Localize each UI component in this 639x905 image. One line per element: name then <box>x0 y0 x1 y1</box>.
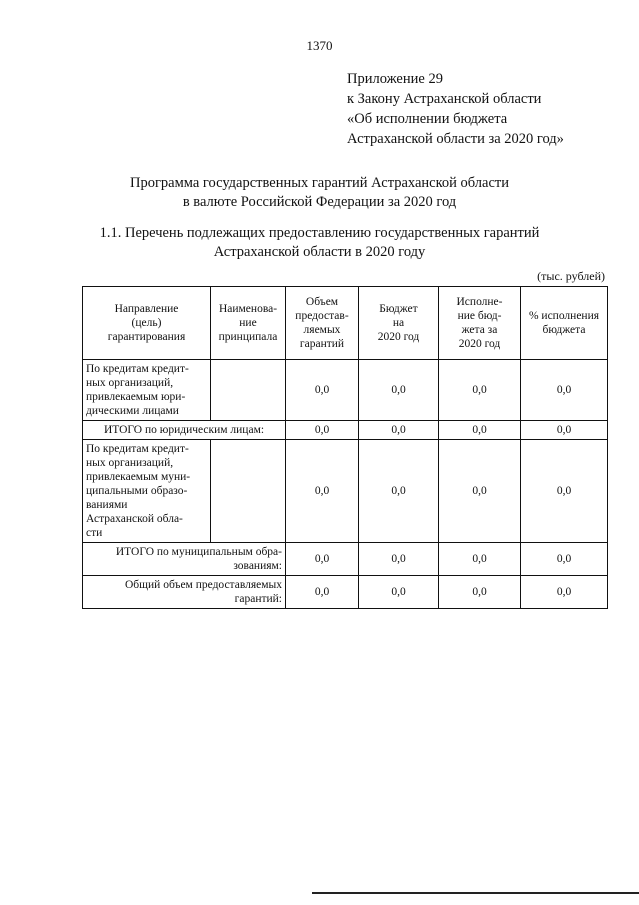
appendix-line: «Об исполнении бюджета <box>347 111 508 127</box>
cell-line: привлекаемым юри- <box>86 391 186 403</box>
header-volume <box>286 287 359 360</box>
budget-cell: 0,0 <box>359 421 439 440</box>
section-title-line: 1.1. Перечень подлежащих предоставлению государственных гарантий <box>99 225 540 241</box>
program-title-line: Программа государственных гарантий Астраханской области <box>129 175 510 191</box>
header-direction <box>83 287 211 360</box>
header-line: Объем <box>305 296 339 308</box>
cell-line: привлекаемым муни- <box>86 471 191 483</box>
cell-line: ИТОГО по муниципальным обра- <box>115 546 282 558</box>
header-line: гарантирования <box>107 331 186 343</box>
execution-cell: 0,0 <box>439 440 521 543</box>
header-line: на <box>392 317 405 329</box>
appendix-line: к Закону Астраханской области <box>347 91 542 107</box>
execution-cell: 0,0 <box>439 576 521 609</box>
cell-line: ципальными образо- <box>86 485 188 497</box>
direction-cell <box>83 360 211 421</box>
header-line: жета за <box>461 324 498 336</box>
volume-cell: 0,0 <box>286 543 359 576</box>
table-total-row <box>83 421 608 440</box>
percent-cell: 0,0 <box>521 421 608 440</box>
appendix-line: Приложение 29 <box>347 71 443 87</box>
header-line: Бюджет <box>379 303 418 315</box>
budget-cell: 0,0 <box>359 440 439 543</box>
execution-cell: 0,0 <box>439 543 521 576</box>
appendix-reference <box>347 69 564 149</box>
cell-line: зованиям: <box>233 560 282 572</box>
page-bottom-rule <box>312 892 639 894</box>
cell-line: ваниями <box>86 499 128 511</box>
table-row <box>83 440 608 543</box>
section-title-line: Астраханской области в 2020 году <box>213 244 426 260</box>
header-line: (цель) <box>131 317 162 329</box>
section-title <box>0 224 639 262</box>
header-execution <box>439 287 521 360</box>
cell-line: ных организаций, <box>86 377 174 389</box>
principal-cell <box>211 360 286 421</box>
header-budget <box>359 287 439 360</box>
percent-cell: 0,0 <box>521 360 608 421</box>
execution-cell: 0,0 <box>439 421 521 440</box>
cell-line: гарантий: <box>234 593 282 605</box>
cell-line: сти <box>86 527 103 539</box>
cell-line: дическими лицами <box>86 405 179 417</box>
header-line: гарантий <box>299 338 345 350</box>
header-line: предостав- <box>295 310 349 322</box>
table-grand-total-row <box>83 576 608 609</box>
principal-cell <box>211 440 286 543</box>
header-line: 2020 год <box>458 338 501 350</box>
header-line: принципала <box>218 331 278 343</box>
budget-cell: 0,0 <box>359 576 439 609</box>
percent-cell: 0,0 <box>521 440 608 543</box>
header-line: бюджета <box>542 324 586 336</box>
percent-cell: 0,0 <box>521 576 608 609</box>
percent-cell: 0,0 <box>521 543 608 576</box>
header-line: ние бюд- <box>457 310 502 322</box>
header-line: % исполнения <box>528 310 600 322</box>
program-title-line: в валюте Российской Федерации за 2020 год <box>182 194 457 210</box>
cell-line: По кредитам кредит- <box>86 363 189 375</box>
table-header-row <box>83 287 608 360</box>
table-row <box>83 360 608 421</box>
guarantees-table <box>82 286 608 609</box>
total-label-cell <box>83 543 286 576</box>
header-percent <box>521 287 608 360</box>
cell-line: По кредитам кредит- <box>86 443 189 455</box>
header-line: Исполне- <box>456 296 503 308</box>
appendix-line: Астраханской области за 2020 год» <box>347 131 564 147</box>
header-line: 2020 год <box>377 331 420 343</box>
units-label: (тыс. рублей) <box>537 269 605 283</box>
cell-line: Общий объем предоставляемых <box>125 579 282 591</box>
budget-cell: 0,0 <box>359 543 439 576</box>
volume-cell: 0,0 <box>286 360 359 421</box>
execution-cell: 0,0 <box>439 360 521 421</box>
grand-total-label-cell <box>83 576 286 609</box>
program-title <box>0 174 639 212</box>
table-total-row <box>83 543 608 576</box>
volume-cell: 0,0 <box>286 421 359 440</box>
header-line: Наименова- <box>218 303 278 315</box>
cell-line: Астраханской обла- <box>86 513 183 525</box>
header-line: Направление <box>114 303 179 315</box>
volume-cell: 0,0 <box>286 440 359 543</box>
direction-cell <box>83 440 211 543</box>
cell-line: ных организаций, <box>86 457 174 469</box>
total-label-cell: ИТОГО по юридическим лицам: <box>83 421 286 440</box>
volume-cell: 0,0 <box>286 576 359 609</box>
header-line: ние <box>239 317 257 329</box>
budget-cell: 0,0 <box>359 360 439 421</box>
header-principal <box>211 287 286 360</box>
header-line: ляемых <box>303 324 341 336</box>
page-number: 1370 <box>306 38 333 53</box>
